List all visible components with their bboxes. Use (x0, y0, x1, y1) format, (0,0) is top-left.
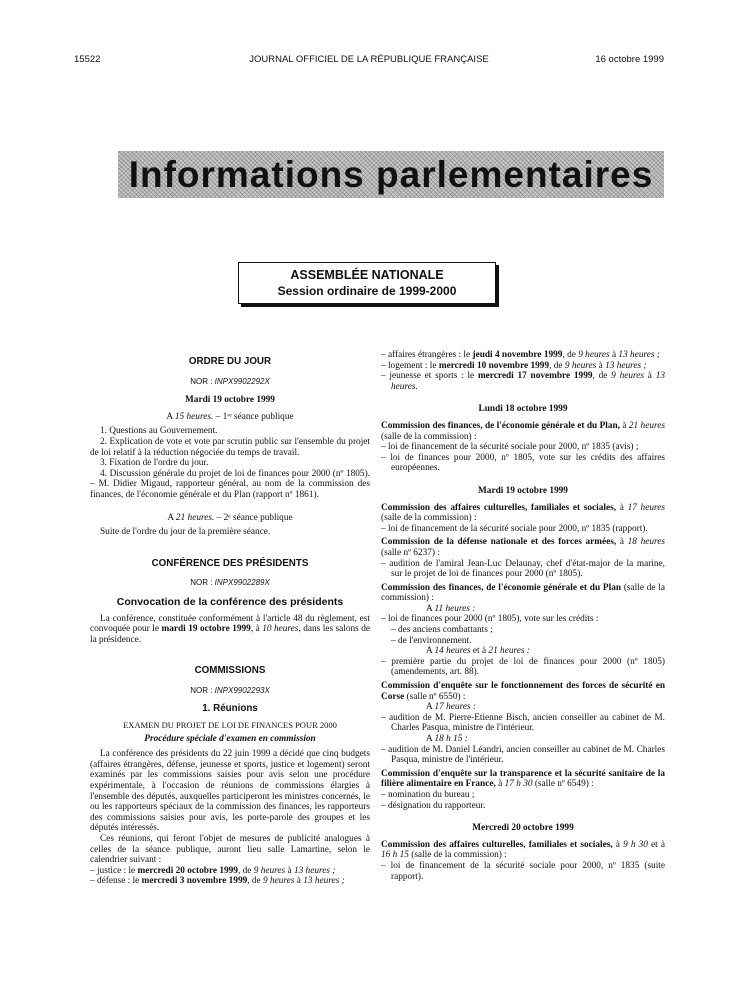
conference-heading: CONFÉRENCE DES PRÉSIDENTS (151, 557, 309, 569)
commission-defense: Commission de la défense nationale et des forces armées, à 18 heures (salle nº 6237) : (381, 537, 666, 558)
ordre-nor: NOR : INPX9902292X (190, 376, 270, 386)
banner-title: Informations parlementaires (128, 153, 654, 195)
mardi-19-date: Mardi 19 octobre 1999 (478, 485, 568, 496)
page-number: 15522 (74, 54, 101, 65)
conference-text: La conférence, constituée conformément à l'article 48 du règlement, est convoquée pour le mardi 19 octobre 1999, à 10 heures, dans les salons de la présidence. (90, 613, 371, 645)
exam-heading: EXAMEN DU PROJET DE LOI DE FINANCES POUR 2000 (123, 720, 337, 731)
seance-2: A 21 heures. – 2ᵉ séance publique (167, 512, 293, 523)
agenda-item: – audition de M. Pierre-Etienne Bisch, ancien conseiller au cabinet de M. Charles Pasqua, ministre de l'intérieur. (381, 712, 665, 734)
seance-1: A 15 heures. – 1ʳᵉ séance publique (166, 411, 294, 422)
ordre-item: 1. Questions au Gouvernement. (100, 426, 218, 437)
ordre-date: Mardi 19 octobre 1999 (185, 395, 275, 406)
time-slot: A 14 heures et à 21 heures : (426, 646, 530, 657)
agenda-item: – première partie du projet de loi de finances pour 2000 (nº 1805) (amendements, art. 88). (381, 656, 665, 678)
agenda-item: – audition de l'amiral Jean-Luc Delaunay, chef d'état-major de la marine, sur le projet de loi de finances pour 2000 (nº 1805). (381, 558, 665, 580)
commission-enquete-corse: Commission d'enquête sur le fonctionnement des forces de sécurité en Corse (salle nº 6550) : (381, 681, 665, 702)
commission-finances: Commission des finances, de l'économie générale et du Plan (salle de la commission) : (381, 582, 666, 604)
calendar-intro: Ces réunions, qui feront l'objet de mesures de publicité analogues à celles de la séance publique, auront lieu salle Lamartine, selon le calendrier suivant : (90, 834, 370, 866)
agenda-subitem: – des anciens combattants ; (391, 625, 493, 636)
agenda-item: – loi de finances pour 2000, nº 1805, vote sur les crédits des affaires européennes. (381, 452, 665, 474)
agenda-item: – nomination du bureau ; (381, 789, 475, 800)
agenda-item: – loi de financement de la sécurité sociale pour 2000, nº 1835 (avis) ; (381, 442, 639, 453)
time-slot: A 18 h 15 : (426, 734, 468, 744)
conference-nor: NOR : INPX9902289X (190, 578, 270, 588)
calendar-item: – défense : le mercredi 3 novembre 1999, de 9 heures à 13 heures ; (90, 876, 345, 887)
seance-2-text: Suite de l'ordre du jour de la première séance. (100, 527, 271, 538)
left-column (90, 350, 370, 887)
procedure-text: La conférence des présidents du 22 juin 1999 a décidé que cinq budgets (affaires étrangères, défense, jeunesse et sports, justice et logement) seront examinés par les commissions saisies pour avis selon une procédure expérimentale, à l'occasion de réunions de commissions élargies à l'ensemble des députés, auxquelles participeront les ministres concernés, le ou les rapporteurs spéciaux de la commission des finances, les rapporteurs des commissions saisies pour avis, les porte-parole des groupes et les députés intéressés. (90, 749, 370, 834)
time-slot: A 11 heures : (426, 603, 476, 614)
section-banner (118, 151, 664, 198)
commissions-nor: NOR : INPX9902293X (190, 685, 270, 695)
session-title: Session ordinaire de 1999-2000 (277, 284, 457, 298)
issue-date: 16 octobre 1999 (595, 54, 664, 65)
procedure-heading: Procédure spéciale d'examen en commission (144, 733, 316, 744)
commissions-heading: COMMISSIONS (194, 665, 266, 677)
agenda-subitem: – de l'environnement. (391, 635, 472, 646)
ordre-items (90, 426, 370, 500)
calendar-item: – logement : le mercredi 10 novembre 1999, de 9 heures à 13 heures ; (381, 360, 647, 371)
commission-affaires-culturelles-20: Commission des affaires culturelles, familiales et sociales, à 9 h 30 et à 16 h 15 (salle de la commission) : (381, 839, 665, 861)
agenda-item: – loi de financement de la sécurité sociale pour 2000, nº 1835 (rapport). (381, 523, 648, 534)
commission-affaires-culturelles: Commission des affaires culturelles, familiales et sociales, à 17 heures (salle de la commission) : (381, 502, 666, 524)
conference-subheading: Convocation de la conférence des présidents (116, 595, 344, 608)
agenda-item: – loi de finances pour 2000 (nº 1805), vote sur les crédits : (381, 614, 599, 625)
calendar-item: – affaires étrangères : le jeudi 4 novembre 1999, de 9 heures à 13 heures ; (381, 350, 660, 360)
right-column (381, 350, 665, 882)
journal-title: JOURNAL OFFICIEL DE LA RÉPUBLIQUE FRANÇAISE (249, 54, 489, 65)
agenda-item: – audition de M. Daniel Léandri, ancien conseiller au cabinet de M. Charles Pasqua, ministre de l'intérieur. (381, 744, 665, 766)
commission-enquete-alimentaire: Commission d'enquête sur la transparence et la sécurité sanitaire de la filière alimentaire en France, à 17 h 30 (salle nº 6549) : (381, 768, 665, 790)
assembly-title: ASSEMBLÉE NATIONALE (290, 268, 444, 282)
ordre-item: 4. Discussion générale du projet de loi de finances pour 2000 (nº 1805). – M. Didier Migaud, rapporteur général, au nom de la commission des finances, de l'économie générale et du Plan (rapport nº 1861). (90, 468, 370, 500)
mercredi-20-date: Mercredi 20 octobre 1999 (472, 823, 574, 834)
lundi-18-commission: Commission des finances, de l'économie générale et du Plan, à 21 heures (salle de la commission) : (381, 420, 666, 442)
agenda-item: – loi de financement de la sécurité sociale pour 2000, nº 1835 (suite rapport). (381, 860, 665, 882)
ordre-item: 3. Fixation de l'ordre du jour. (100, 458, 209, 469)
lundi-18-date: Lundi 18 octobre 1999 (478, 404, 568, 415)
calendar-item: – jeunesse et sports : le mercredi 17 novembre 1999, de 9 heures à 13 heures. (381, 371, 665, 392)
reunions-heading: 1. Réunions (202, 703, 258, 715)
agenda-item: – désignation du rapporteur. (381, 800, 486, 811)
assembly-box (238, 262, 496, 304)
ordre-item: 2. Explication de vote et vote par scrutin public sur l'ensemble du projet de loi relatif à la réduction négociée du temps de travail. (90, 436, 370, 458)
calendar-item: – justice : le mercredi 20 octobre 1999, de 9 heures à 13 heures ; (90, 865, 336, 876)
time-slot: A 17 heures : (426, 702, 477, 713)
ordre-heading: ORDRE DU JOUR (188, 356, 272, 367)
